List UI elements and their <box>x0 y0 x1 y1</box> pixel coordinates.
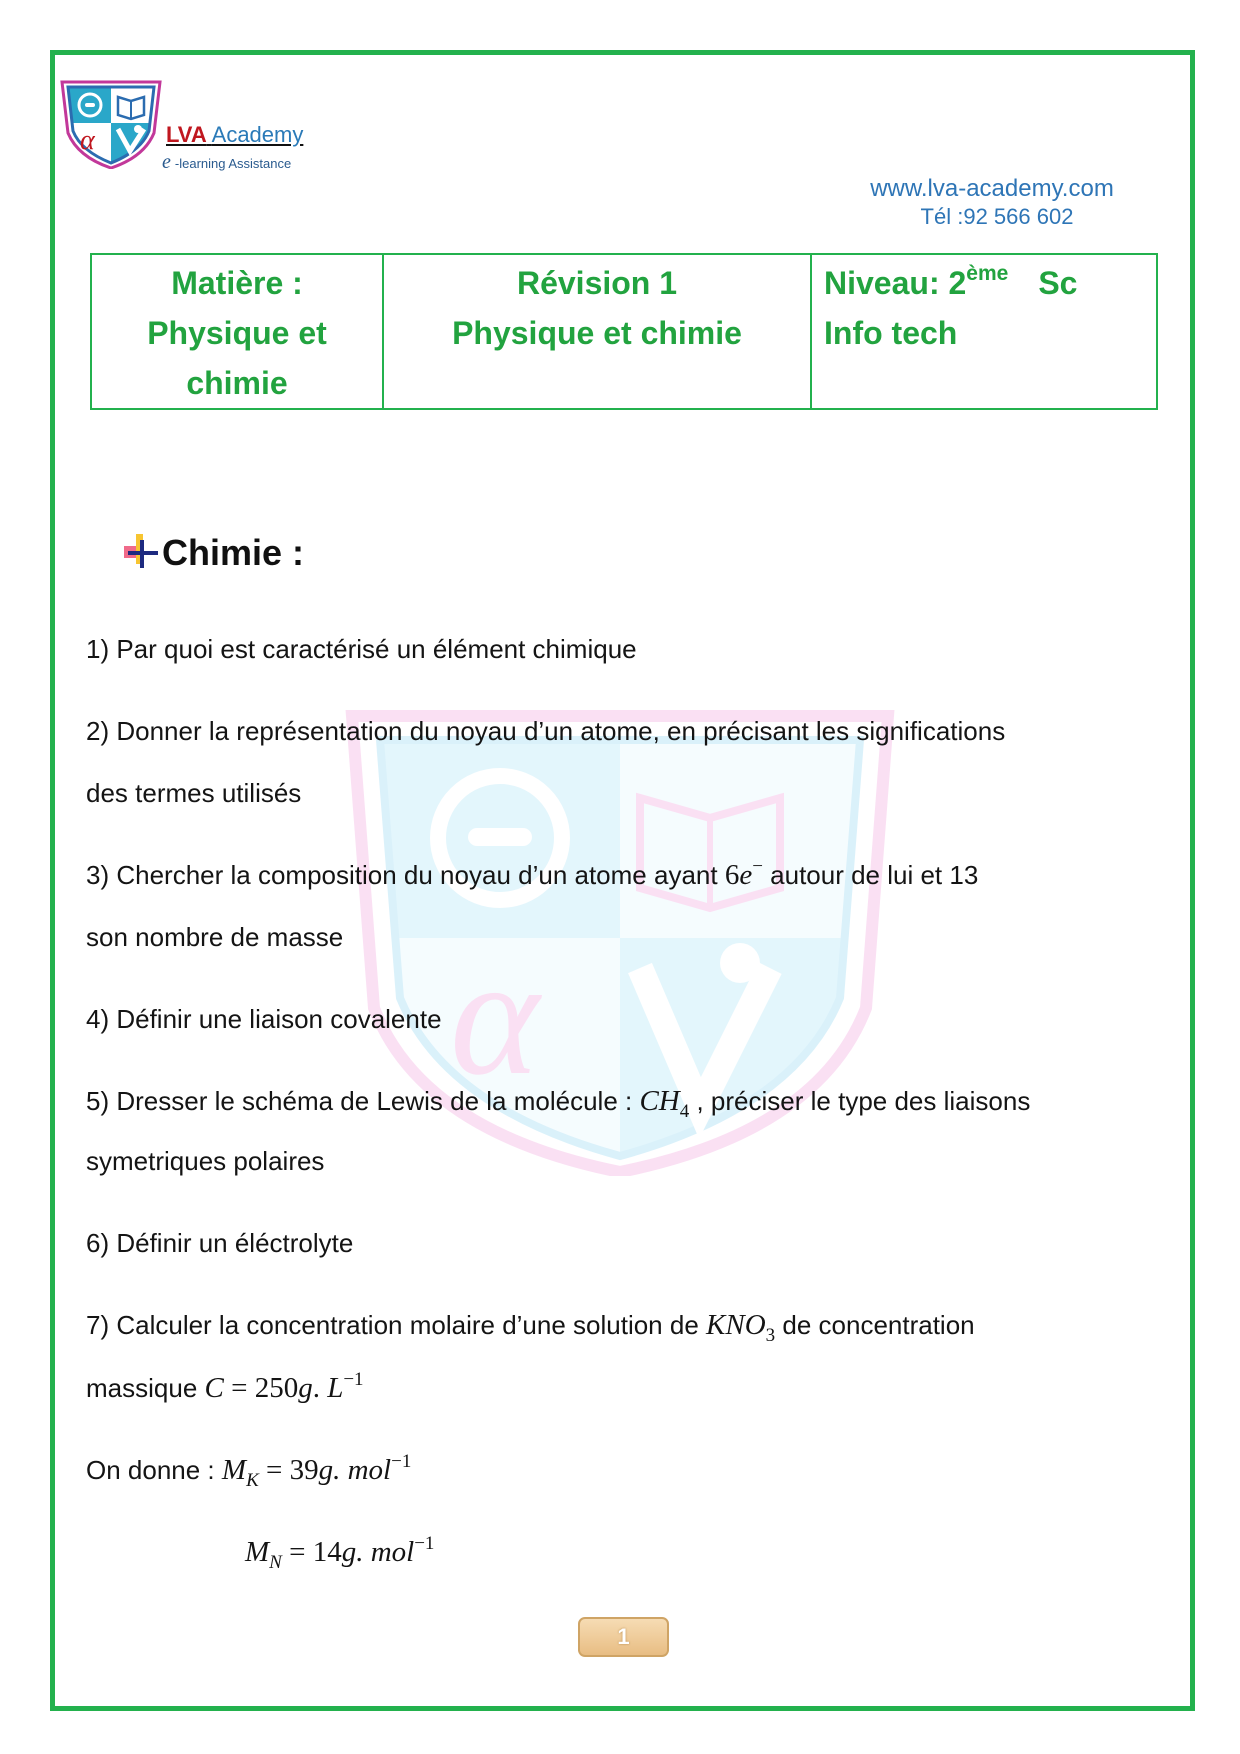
question-2-line-1: 2) Donner la représentation du noyau d’un atome, en précisant les significations <box>86 716 1006 746</box>
level-line <box>824 258 1156 308</box>
q5-formula: CH <box>639 1085 680 1117</box>
academy-logo-shield <box>58 79 164 169</box>
svg-text:α: α <box>450 922 540 1110</box>
q7-unit-exponent: −1 <box>343 1369 364 1390</box>
page-number-badge: 1 <box>578 1617 669 1657</box>
tagline-text: -learning Assistance <box>174 156 292 171</box>
mn-unit: g. mol <box>341 1536 415 1568</box>
q7-concentration-var: C <box>204 1372 224 1404</box>
q7-text-after: de concentration <box>775 1310 975 1340</box>
revision-title: Révision 1 <box>516 265 678 301</box>
svg-text:α: α <box>80 125 95 156</box>
tagline-e: e <box>162 151 171 173</box>
brand-name <box>166 122 303 148</box>
question-1: 1) Par quoi est caractérisé un élément chimique <box>86 634 637 664</box>
q3-electron-count: 6 <box>724 859 740 891</box>
q7-formula-subscript: 3 <box>765 1325 776 1346</box>
brand-lva: LVA <box>166 122 207 147</box>
level-label: Niveau: 2 <box>824 265 967 301</box>
q5-text-after: , préciser le type des liaisons <box>689 1086 1031 1116</box>
question-5-line-2: symetriques polaires <box>86 1146 325 1176</box>
mk-unit: g. mol <box>318 1454 392 1486</box>
q3-text-after: autour de lui et 13 <box>762 860 979 890</box>
mn-value: = 14 <box>281 1536 342 1568</box>
level-track: Sc <box>1038 265 1078 301</box>
q5-text-before: 5) Dresser le schéma de Lewis de la molécule : <box>86 1086 640 1116</box>
q3-electron-charge: − <box>752 856 763 877</box>
level-cell <box>812 255 1156 408</box>
website-link[interactable]: www.lva-academy.com <box>870 175 1114 202</box>
mk-var: M <box>221 1454 247 1486</box>
mk-value: = 39 <box>258 1454 319 1486</box>
question-6: 6) Définir un éléctrolyte <box>86 1228 354 1258</box>
header-table <box>90 253 1158 410</box>
brand-academy: Academy <box>211 122 304 147</box>
bullet-cross-icon <box>124 534 160 568</box>
question-7-line-2 <box>86 1370 364 1406</box>
q7-unit-dot: . <box>312 1372 328 1404</box>
revision-cell <box>384 255 812 408</box>
q7-text-before: 7) Calculer la concentration molaire d’une solution de <box>86 1310 707 1340</box>
given-label: On donne : <box>86 1455 222 1485</box>
question-5-line-1 <box>86 1083 1031 1122</box>
given-mn-line <box>245 1533 435 1573</box>
q3-electron-symbol: e <box>739 859 753 891</box>
given-mk-line <box>86 1451 412 1491</box>
mn-exponent: −1 <box>414 1533 435 1554</box>
question-4: 4) Définir une liaison covalente <box>86 1004 442 1034</box>
mn-var: M <box>245 1536 270 1568</box>
subject-label: Matière : <box>171 265 303 301</box>
question-3-line-2: son nombre de masse <box>86 922 344 952</box>
q7-formula: KNO <box>706 1309 766 1341</box>
q7-concentration-value: = 250 <box>223 1372 299 1404</box>
q5-formula-subscript: 4 <box>679 1101 690 1122</box>
mk-exponent: −1 <box>391 1451 412 1472</box>
question-3-line-1 <box>86 857 978 893</box>
question-2-line-2: des termes utilisés <box>86 778 302 808</box>
section-title-chimie: Chimie : <box>162 532 305 573</box>
q7-unit-l: L <box>327 1372 344 1404</box>
question-7-line-1 <box>86 1307 975 1346</box>
q3-text-before: 3) Chercher la composition du noyau d’un atome ayant <box>86 860 725 890</box>
q7-massique-label: massique <box>86 1373 205 1403</box>
mn-subscript: N <box>269 1552 282 1573</box>
subject-cell <box>92 255 384 408</box>
q7-unit-g: g <box>298 1372 313 1404</box>
brand-tagline <box>162 152 291 174</box>
level-superscript: ème <box>966 262 1009 285</box>
mk-subscript: K <box>246 1470 259 1491</box>
subject-value: Physique et chimie <box>147 315 327 401</box>
revision-subject: Physique et chimie <box>452 315 742 351</box>
phone-number: Tél :92 566 602 <box>920 204 1074 229</box>
level-stream: Info tech <box>824 315 958 351</box>
